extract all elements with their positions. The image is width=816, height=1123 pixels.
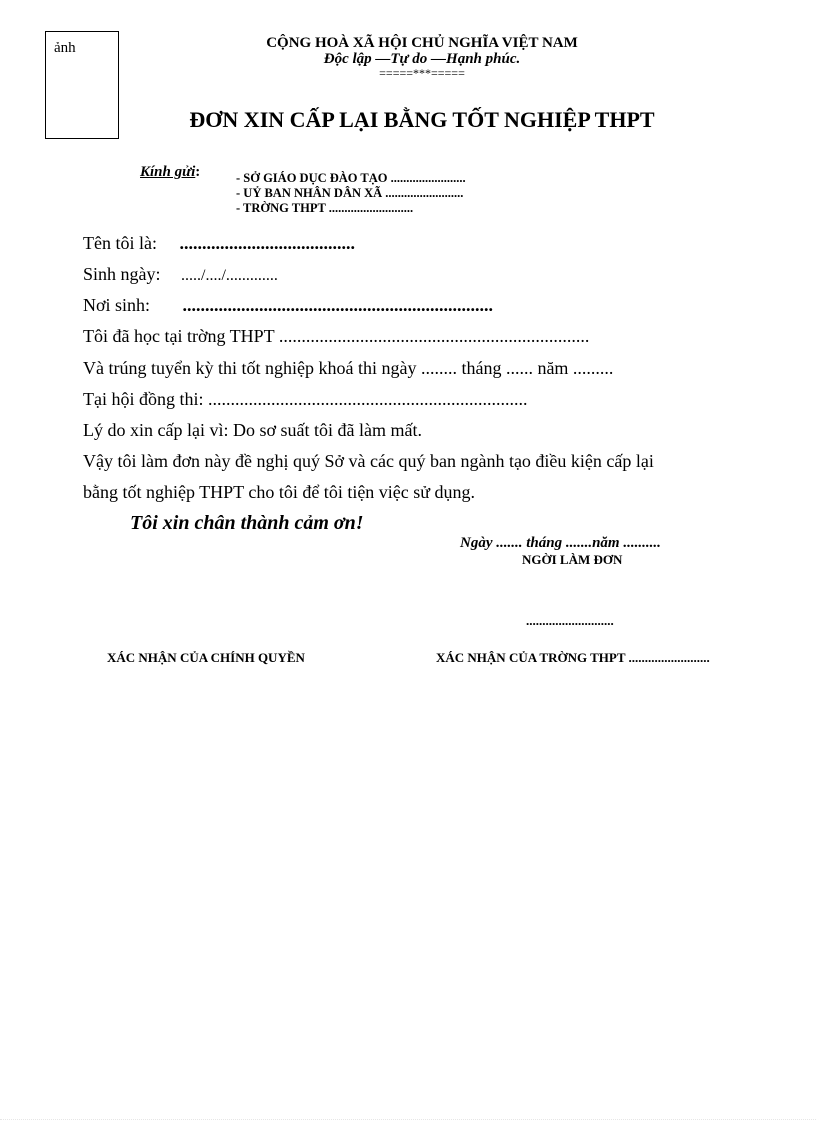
request-line-1: Vậy tôi làm đơn này đề nghị quý Sở và các quý ban ngành tạo điều kiện cấp lại [83,451,654,471]
reason-line: Lý do xin cấp lại vì: Do sơ suất tôi đã làm mất. [83,420,422,440]
recipients-label: Kính gửi: [140,164,201,180]
recipients-label-text: Kính gửi [140,164,196,180]
date-line: Ngày ....... tháng .......năm .......... [460,535,661,551]
school-confirmation: XÁC NHẬN CỦA TRỜNG THPT ......................... [436,650,710,665]
national-title: CỘNG HOÀ XÃ HỘI CHỦ NGHĨA VIỆT NAM [266,35,578,51]
signature-field[interactable]: ........................... [526,613,614,628]
dob-field[interactable]: ...../..../............. [181,267,278,284]
recipient-school: - TRỜNG THPT ........................... [236,201,414,215]
name-field[interactable]: ....................................... [179,233,355,253]
school-line: Tôi đã học tại trờng THPT ..................................................................... [83,326,590,346]
exam-line: Và trúng tuyển kỳ thi tốt nghiệp khoá thi ngày ........ tháng ...... năm ......... [83,358,614,378]
birthplace-line [83,295,493,316]
recipient-department: - SỞ GIÁO DỤC ĐÀO TẠO ........................ [236,171,466,185]
recipient-commune: - UỶ BAN NHÂN DÂN XÃ ......................... [236,186,464,200]
birthplace-label: Nơi sinh: [83,295,151,315]
page-bottom-edge [0,1119,816,1120]
name-line [83,233,355,254]
dob-line [83,264,278,285]
request-line-2: bằng tốt nghiệp THPT cho tôi để tôi tiện việc sử dụng. [83,482,476,502]
national-motto: Độc lập —Tự do —Hạnh phúc. [323,51,521,67]
name-label: Tên tôi là: [83,233,157,253]
dob-label: Sinh ngày: [83,264,161,284]
authority-confirmation: XÁC NHẬN CỦA CHÍNH QUYỀN [107,650,305,665]
photo-label: ảnh [54,40,76,56]
council-line: Tại hội đồng thi: ....................................................................... [83,389,528,409]
applicant-label: NGỜI LÀM ĐƠN [522,552,623,567]
thanks-text: Tôi xin chân thành cảm ơn! [130,512,364,534]
birthplace-field[interactable]: ..................................................................... [182,295,494,315]
form-title: ĐƠN XIN CẤP LẠI BẰNG TỐT NGHIỆP THPT [189,107,655,132]
header-divider: =====***===== [379,66,465,80]
